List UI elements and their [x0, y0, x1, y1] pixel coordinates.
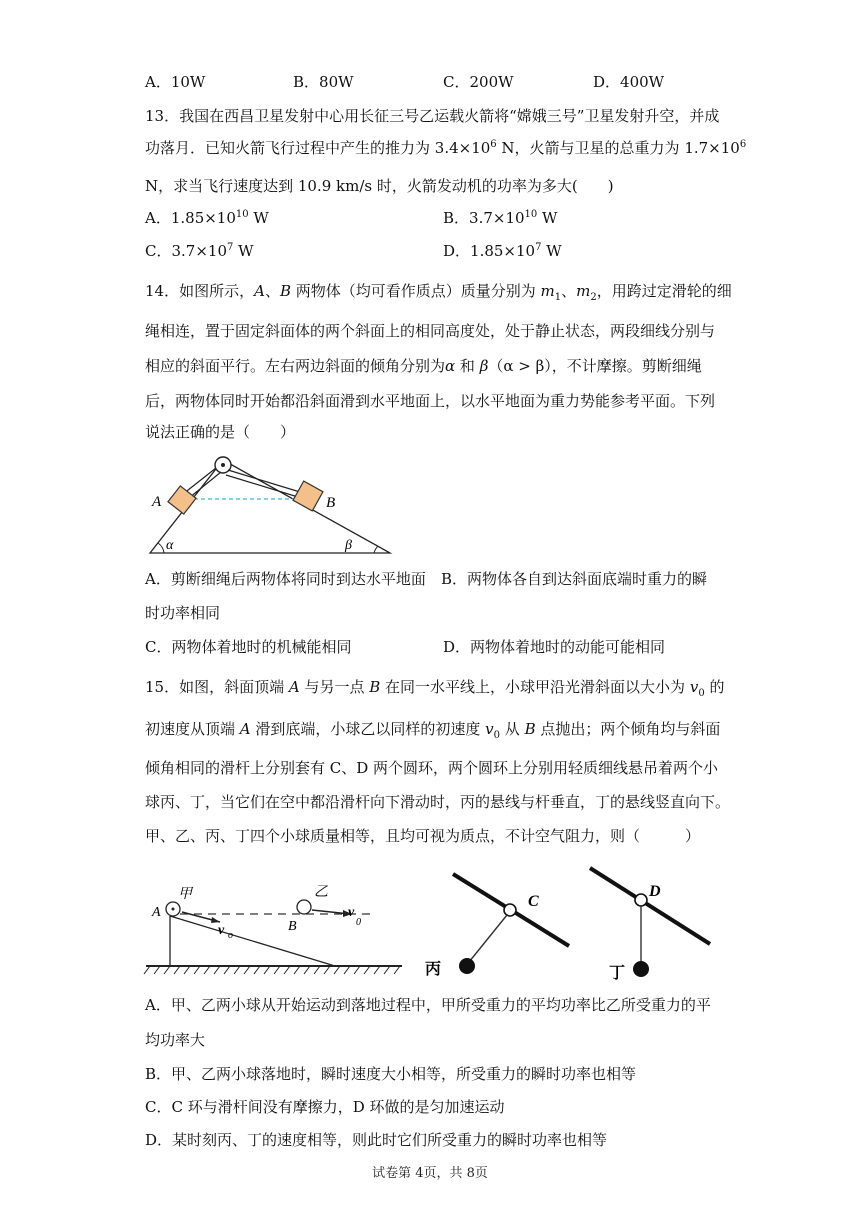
label-bing: 丙	[425, 959, 442, 978]
label-beta: β	[345, 538, 352, 553]
q12-option-c: C．200W	[443, 73, 514, 91]
label-b: B	[326, 495, 336, 511]
ball-bing	[459, 958, 475, 974]
q12-option-d: D．400W	[593, 73, 665, 91]
svg-text:o: o	[228, 930, 233, 941]
q15-line-4: 球丙、丁，当它们在空中都沿滑杆向下滑动时，丙的悬线与杆垂直，丁的悬线竖直向下。	[145, 793, 731, 811]
q14-option-c: C．两物体着地时的机械能相同	[145, 638, 352, 656]
label-a: A	[152, 494, 162, 510]
block-a	[168, 486, 196, 514]
q15-line-2: 初速度从顶端 A 滑到底端，小球乙以同样的初速度 $v_0$ 从 B 点抛出；两个倾角均与斜面	[145, 720, 721, 741]
q15-option-d: D．某时刻丙、丁的速度相等，则此时它们所受重力的瞬时功率也相等	[145, 1131, 608, 1149]
q13-line-1: 13．我国在西昌卫星发射中心用长征三号乙运载火箭将“嫦娥三号”卫星发射升空，并成	[145, 107, 720, 125]
label-v0-jia: v	[218, 923, 225, 938]
q15-option-a: A．甲、乙两小球从开始运动到落地过程中，甲所受重力的平均功率比乙所受重力的平	[145, 996, 711, 1014]
q15-incline-figure	[140, 878, 410, 980]
page-footer: 试卷第 4页，共 8页	[372, 1166, 488, 1181]
label-yi: 乙	[314, 885, 328, 900]
q14-line-4: 后，两物体同时开始都沿斜面滑到水平地面上，以水平地面为重力势能参考平面。下列	[145, 392, 716, 410]
q15-line-1: 15．如图，斜面顶端 A 与另一点 B 在同一水平线上，小球甲沿光滑斜面以大小为 $v_0$ 的	[145, 678, 725, 699]
q15-option-a-cont: 均功率大	[145, 1031, 206, 1049]
q13-option-a: A．$1.85\times 10^{10}$ W	[145, 209, 269, 227]
block-b	[293, 481, 323, 511]
q15-line-3: 倾角相同的滑杆上分别套有 C、D 两个圆环，两个圆环上分别用轻质细线悬吊着两个小	[145, 759, 719, 777]
ball-ding	[633, 961, 649, 977]
label-v0-yi: v	[348, 905, 355, 920]
q13-line-3: N，求当飞行速度达到 10.9 km/s 时，火箭发动机的功率为多大( )	[145, 177, 614, 195]
svg-text:0: 0	[356, 917, 361, 928]
ball-yi	[297, 900, 311, 914]
label-ding: 丁	[609, 963, 626, 982]
q15-option-c: C．C 环与滑杆间没有摩擦力，D 环做的是匀加速运动	[145, 1098, 505, 1116]
q13-option-d: D．$1.85\times 10^7$ W	[443, 242, 562, 260]
q15-line-5: 甲、乙、丙、丁四个小球质量相等，且均可视为质点，不计空气阻力，则（ ）	[145, 827, 701, 845]
q15-option-b: B．甲、乙两小球落地时，瞬时速度大小相等，所受重力的瞬时功率也相等	[145, 1065, 637, 1083]
q14-line-1: 14．如图所示，A、B 两物体（均可看作质点）质量分别为 $m_1$、$m_2$，用跨过定滑轮的细	[145, 282, 732, 303]
q13-line-2: 功落月．已知火箭飞行过程中产生的推力为 $3.4\times 10^6$ N，火箭与卫星的总重力为 $1.7\times 10^6$	[145, 139, 747, 157]
q14-option-b: B．两物体各自到达斜面底端时重力的瞬	[441, 570, 708, 588]
q13-option-b: B．$3.7\times 10^{10}$ W	[443, 209, 558, 227]
label-b: B	[288, 919, 297, 934]
q14-option-a: A．剪断细绳后两物体将同时到达水平地面	[145, 570, 426, 588]
q14-line-5: 说法正确的是（ ）	[145, 423, 296, 441]
ring-d	[635, 894, 647, 906]
label-jia: 甲	[178, 887, 192, 902]
ring-c	[504, 904, 516, 916]
label-a: A	[152, 905, 161, 920]
q14-line-2: 绳相连，置于固定斜面体的两个斜面上的相同高度处，处于静止状态，两段细线分别与	[145, 322, 716, 340]
q14-incline-figure	[140, 448, 400, 560]
label-alpha: α	[166, 538, 174, 553]
q12-option-a: A．10W	[145, 73, 206, 91]
rod-d	[590, 868, 710, 944]
label-c: C	[528, 893, 539, 910]
q14-option-b-cont: 时功率相同	[145, 604, 221, 622]
label-d: D	[649, 883, 661, 900]
q13-option-c: C．$3.7\times 10^7$ W	[145, 242, 254, 260]
q12-option-b: B．80W	[293, 73, 354, 91]
q14-line-3: 相应的斜面平行。左右两边斜面的倾角分别为α 和 β（α > β），不计摩擦。剪断细绳	[145, 357, 702, 375]
q15-rods-figure	[415, 862, 725, 984]
q14-option-d: D．两物体着地时的动能可能相同	[443, 638, 666, 656]
